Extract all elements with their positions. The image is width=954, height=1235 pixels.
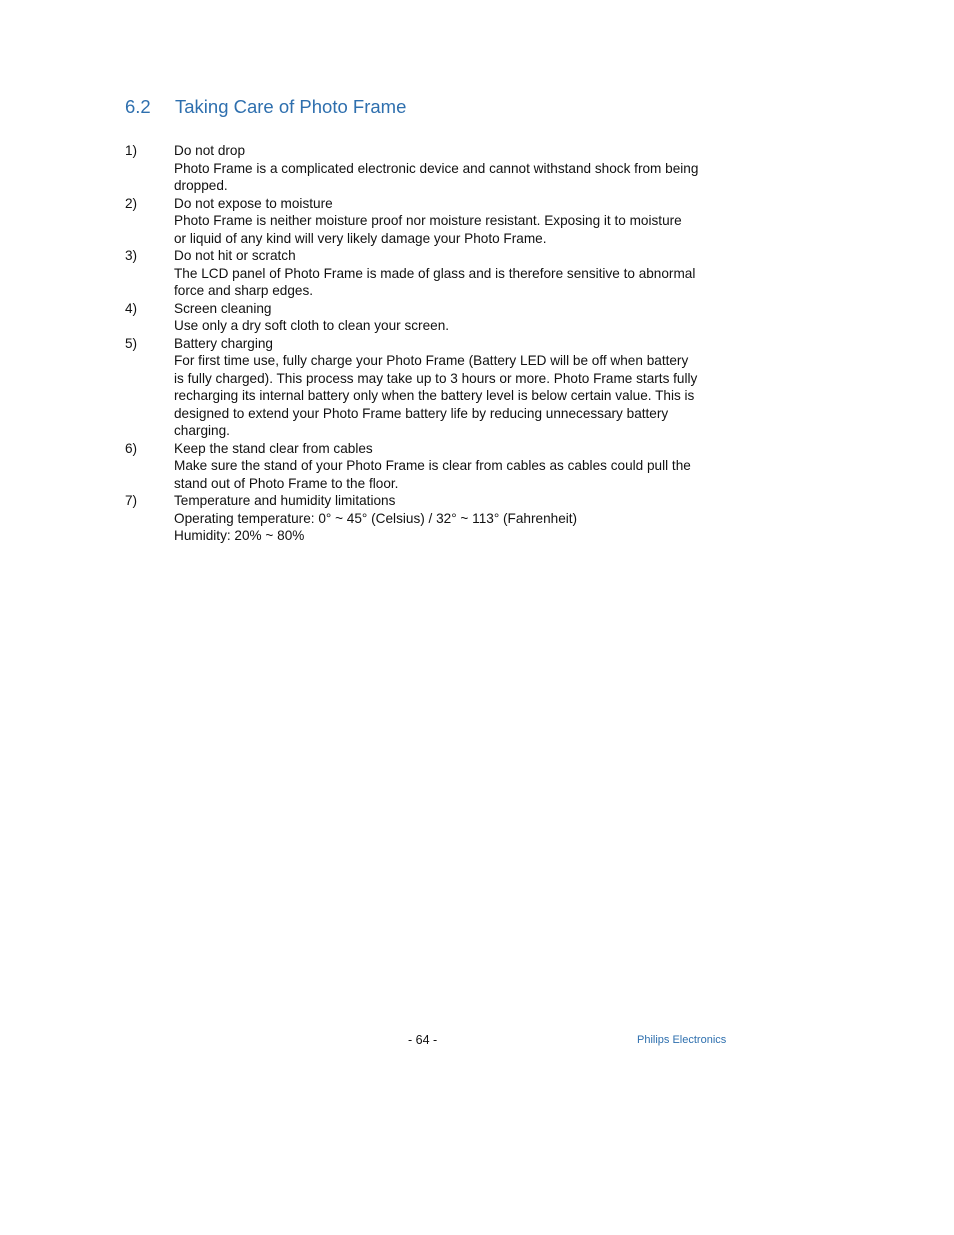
section-title: Taking Care of Photo Frame <box>175 96 407 117</box>
footer-company-name: Philips Electronics <box>637 1034 727 1046</box>
list-item <box>125 440 725 493</box>
item-description-line: is fully charged). This process may take up to 3 hours or more. Photo Frame starts fully <box>174 370 698 386</box>
list-item <box>125 247 725 300</box>
item-title: Battery charging <box>174 335 273 351</box>
item-description-line: Humidity: 20% ~ 80% <box>174 528 305 543</box>
item-number: 7) <box>125 493 138 508</box>
list-item <box>125 195 725 248</box>
item-title: Do not drop <box>174 143 246 158</box>
item-description-line: force and sharp edges. <box>174 283 314 298</box>
page-number: - 64 - <box>408 1033 438 1047</box>
item-number: 4) <box>125 300 138 316</box>
item-description-line: Photo Frame is a complicated electronic device and cannot withstand shock from being <box>174 160 699 176</box>
item-body <box>174 247 725 300</box>
item-description-line: The LCD panel of Photo Frame is made of glass and is therefore sensitive to abnormal <box>174 265 696 281</box>
item-body <box>174 142 725 195</box>
item-number: 1) <box>125 143 138 158</box>
item-number: 6) <box>125 440 138 456</box>
list-item <box>125 300 725 335</box>
item-body <box>174 335 725 440</box>
item-description-line: or liquid of any kind will very likely damage your Photo Frame. <box>174 230 547 246</box>
item-number: 3) <box>125 248 138 263</box>
list-item <box>125 142 725 195</box>
item-description-line: Make sure the stand of your Photo Frame is clear from cables as cables could pull the <box>174 458 691 473</box>
item-description-line: Use only a dry soft cloth to clean your screen. <box>174 318 450 333</box>
item-title: Do not expose to moisture <box>174 195 333 211</box>
item-number: 2) <box>125 195 138 211</box>
item-description-line: Operating temperature: 0° ~ 45° (Celsius) / 32° ~ 113° (Fahrenheit) <box>174 510 578 526</box>
item-title: Temperature and humidity limitations <box>174 493 396 508</box>
item-description-line: Photo Frame is neither moisture proof nor moisture resistant. Exposing it to moisture <box>174 213 682 228</box>
section-number: 6.2 <box>125 96 151 117</box>
item-body <box>174 492 725 545</box>
item-description-line: charging. <box>174 423 230 438</box>
item-number: 5) <box>125 335 138 351</box>
item-body <box>174 195 725 248</box>
list-item <box>125 335 725 440</box>
item-title: Screen cleaning <box>174 300 272 316</box>
item-body <box>174 440 725 493</box>
list-item <box>125 492 725 545</box>
item-description-line: stand out of Photo Frame to the floor. <box>174 475 399 491</box>
item-title: Keep the stand clear from cables <box>174 440 373 456</box>
item-description-line: For first time use, fully charge your Photo Frame (Battery LED will be off when battery <box>174 353 689 368</box>
item-description-line: designed to extend your Photo Frame battery life by reducing unnecessary battery <box>174 405 669 421</box>
item-title: Do not hit or scratch <box>174 248 296 263</box>
item-description-line: recharging its internal battery only when the battery level is below certain value. This is <box>174 388 695 403</box>
item-description-line: dropped. <box>174 178 228 193</box>
item-body <box>174 300 725 335</box>
care-instructions-list <box>125 142 725 545</box>
section-heading <box>125 96 406 118</box>
